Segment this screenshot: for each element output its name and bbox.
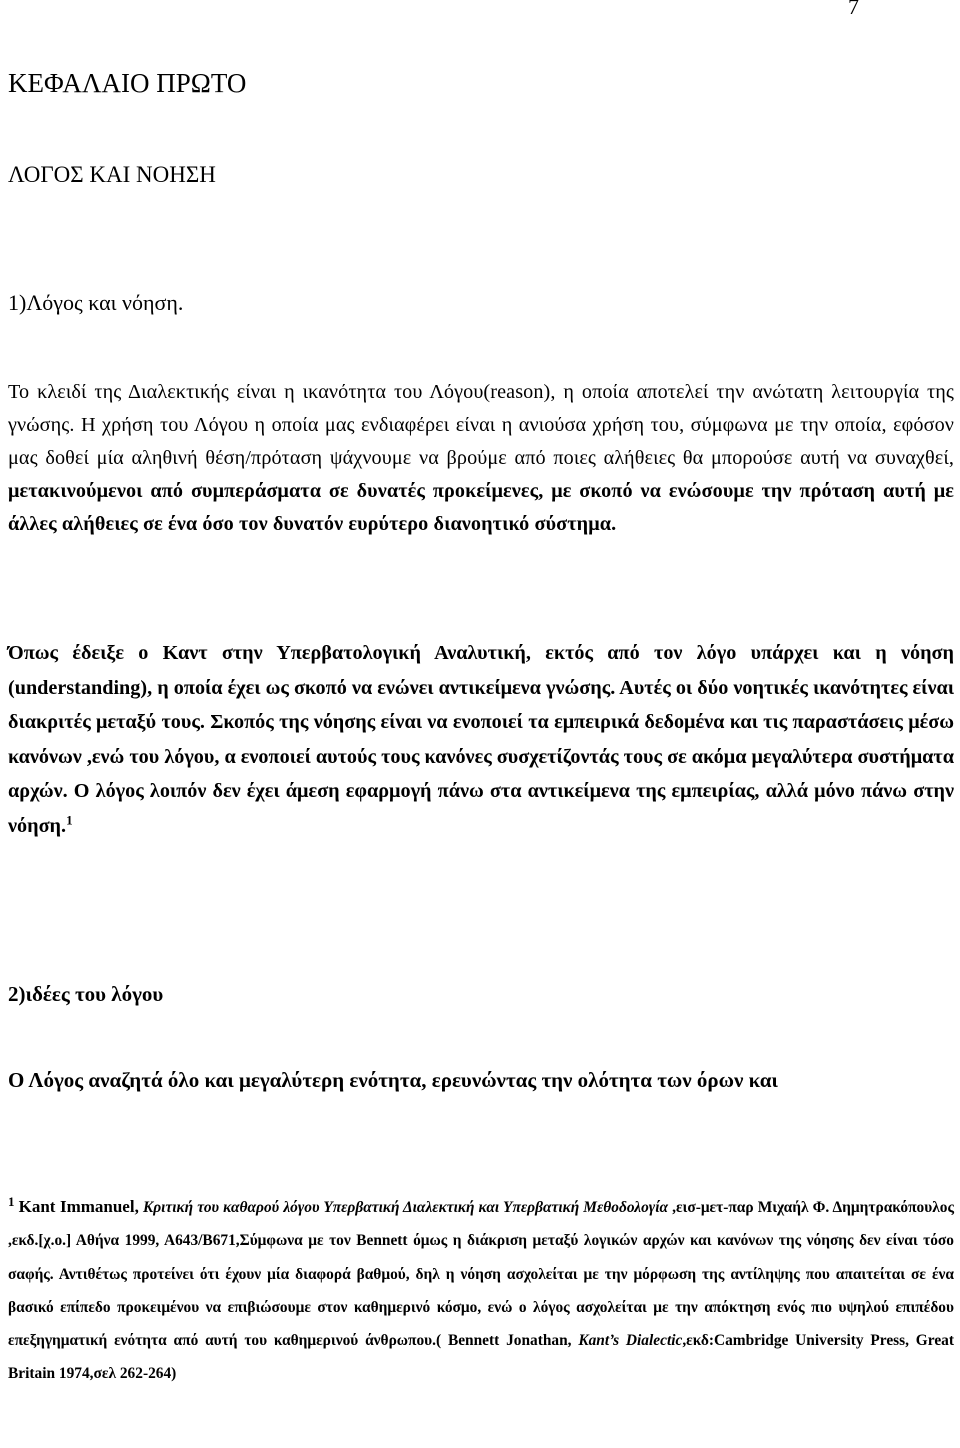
paragraph1-bold-text: μετακινούμενοι από συμπεράσματα σε δυνατές προκείμενες, με σκοπό να ενώσουμε την πρόταση αυτή με άλλες αλήθειες σε ένα όσο τον δυνατόν ευρύτερο διανοητικό σύστημα. bbox=[8, 480, 954, 535]
footnote-text-2: ,εκδ:Cambridge University Press, Great Britain 1974,σελ 262-264) bbox=[8, 1332, 954, 1383]
paragraph1-plain-text: Το κλειδί της Διαλεκτικής είναι η ικανότητα του Λόγου(reason), η οποία αποτελεί την ανώτατη λειτουργία της γνώσης. Η χρήση του Λόγου η οποία μας ενδιαφέρει είναι η ανιούσα χρήση του, σύμφωνα με την οποία, εφόσον μας δοθεί μία αληθινή θέση/πρόταση ψάχνουμε να βρούμε από ποιες αλήθειες θα μπορούσε αυτή να συναχθεί, bbox=[8, 381, 954, 469]
section2-paragraph: Ο Λόγος αναζητά όλο και μεγαλύτερη ενότητα, ερευνώντας την ολότητα των όρων και bbox=[8, 1068, 778, 1092]
footnote-author: Kant Immanuel, bbox=[18, 1197, 139, 1216]
page-number: 7 bbox=[848, 0, 859, 19]
section1-heading: 1)Λόγος και νόηση. bbox=[8, 290, 184, 315]
footnote-reference[interactable]: 1 bbox=[66, 811, 73, 827]
part-title: ΛΟΓΟΣ ΚΑΙ ΝΟΗΣΗ bbox=[8, 162, 216, 187]
footnote bbox=[8, 1190, 954, 1391]
section2-heading: 2)ιδέες του λόγου bbox=[8, 982, 164, 1006]
footnote-mark: 1 bbox=[8, 1193, 15, 1209]
section1-paragraph2 bbox=[8, 636, 954, 843]
paragraph2-text: Όπως έδειξε ο Καντ στην Υπερβατολογική Αναλυτική, εκτός από τον λόγο υπάρχει και η νόηση (understanding), η οποία έχει ως σκοπό να ενώνει αντικείμενα γνώσης. Αυτές οι δύο νοητικές ικανότητες είναι διακριτές μεταξύ τους. Σκοπός της νόησης είναι να ενοποιεί τα εμπειρικά δεδομένα και τις παραστάσεις μέσω κανόνων ,ενώ του λόγου, α ενοποιεί αυτούς τους κανόνες συσχετίζοντάς τους σε ακόμα μεγαλύτερα συστήματα αρχών. Ο λόγος λοιπόν δεν έχει άμεση εφαρμογή πάνω στα αντικείμενα της εμπειρίας, αλλά μόνο πάνω στην νόηση. bbox=[8, 642, 954, 837]
footnote-title: Κριτική του καθαρού λόγου Υπερβατική Διαλεκτική και Υπερβατική Μεθοδολογία bbox=[142, 1199, 669, 1216]
chapter-title: ΚΕΦΑΛΑΙΟ ΠΡΩΤΟ bbox=[8, 68, 247, 98]
section1-paragraph1 bbox=[8, 376, 954, 541]
footnote-book-title: Kant’s Dialectic bbox=[578, 1332, 683, 1350]
footnote-text-1: ,εισ-μετ-παρ Μιχαήλ Φ. Δημητρακόπουλος ,εκδ.[χ.ο.] Αθήνα 1999, Α643/Β671,Σύμφωνα με τον Bennett όμως η διάκριση μεταξύ λογικών αρχών και κανόνων της νόησης δεν είναι τόσο σαφής. Αντιθέτως προτείνει ότι έχουν μία διαφορά βαθμού, δηλ η νόηση ασχολείται με την μόρφωση της αντίληψης που απαιτείται σε ένα βασικό επίπεδο προκειμένου να επιβιώσουμε στον καθημερινό κόσμο, ενώ ο λόγος ασχολείται με την απόκτηση ενός πιο υψηλού επιπέδου επεξηγηματική ενότητα από αυτή του καθημερινού άνθρωπου.( Bennett Jonathan, bbox=[8, 1199, 954, 1350]
